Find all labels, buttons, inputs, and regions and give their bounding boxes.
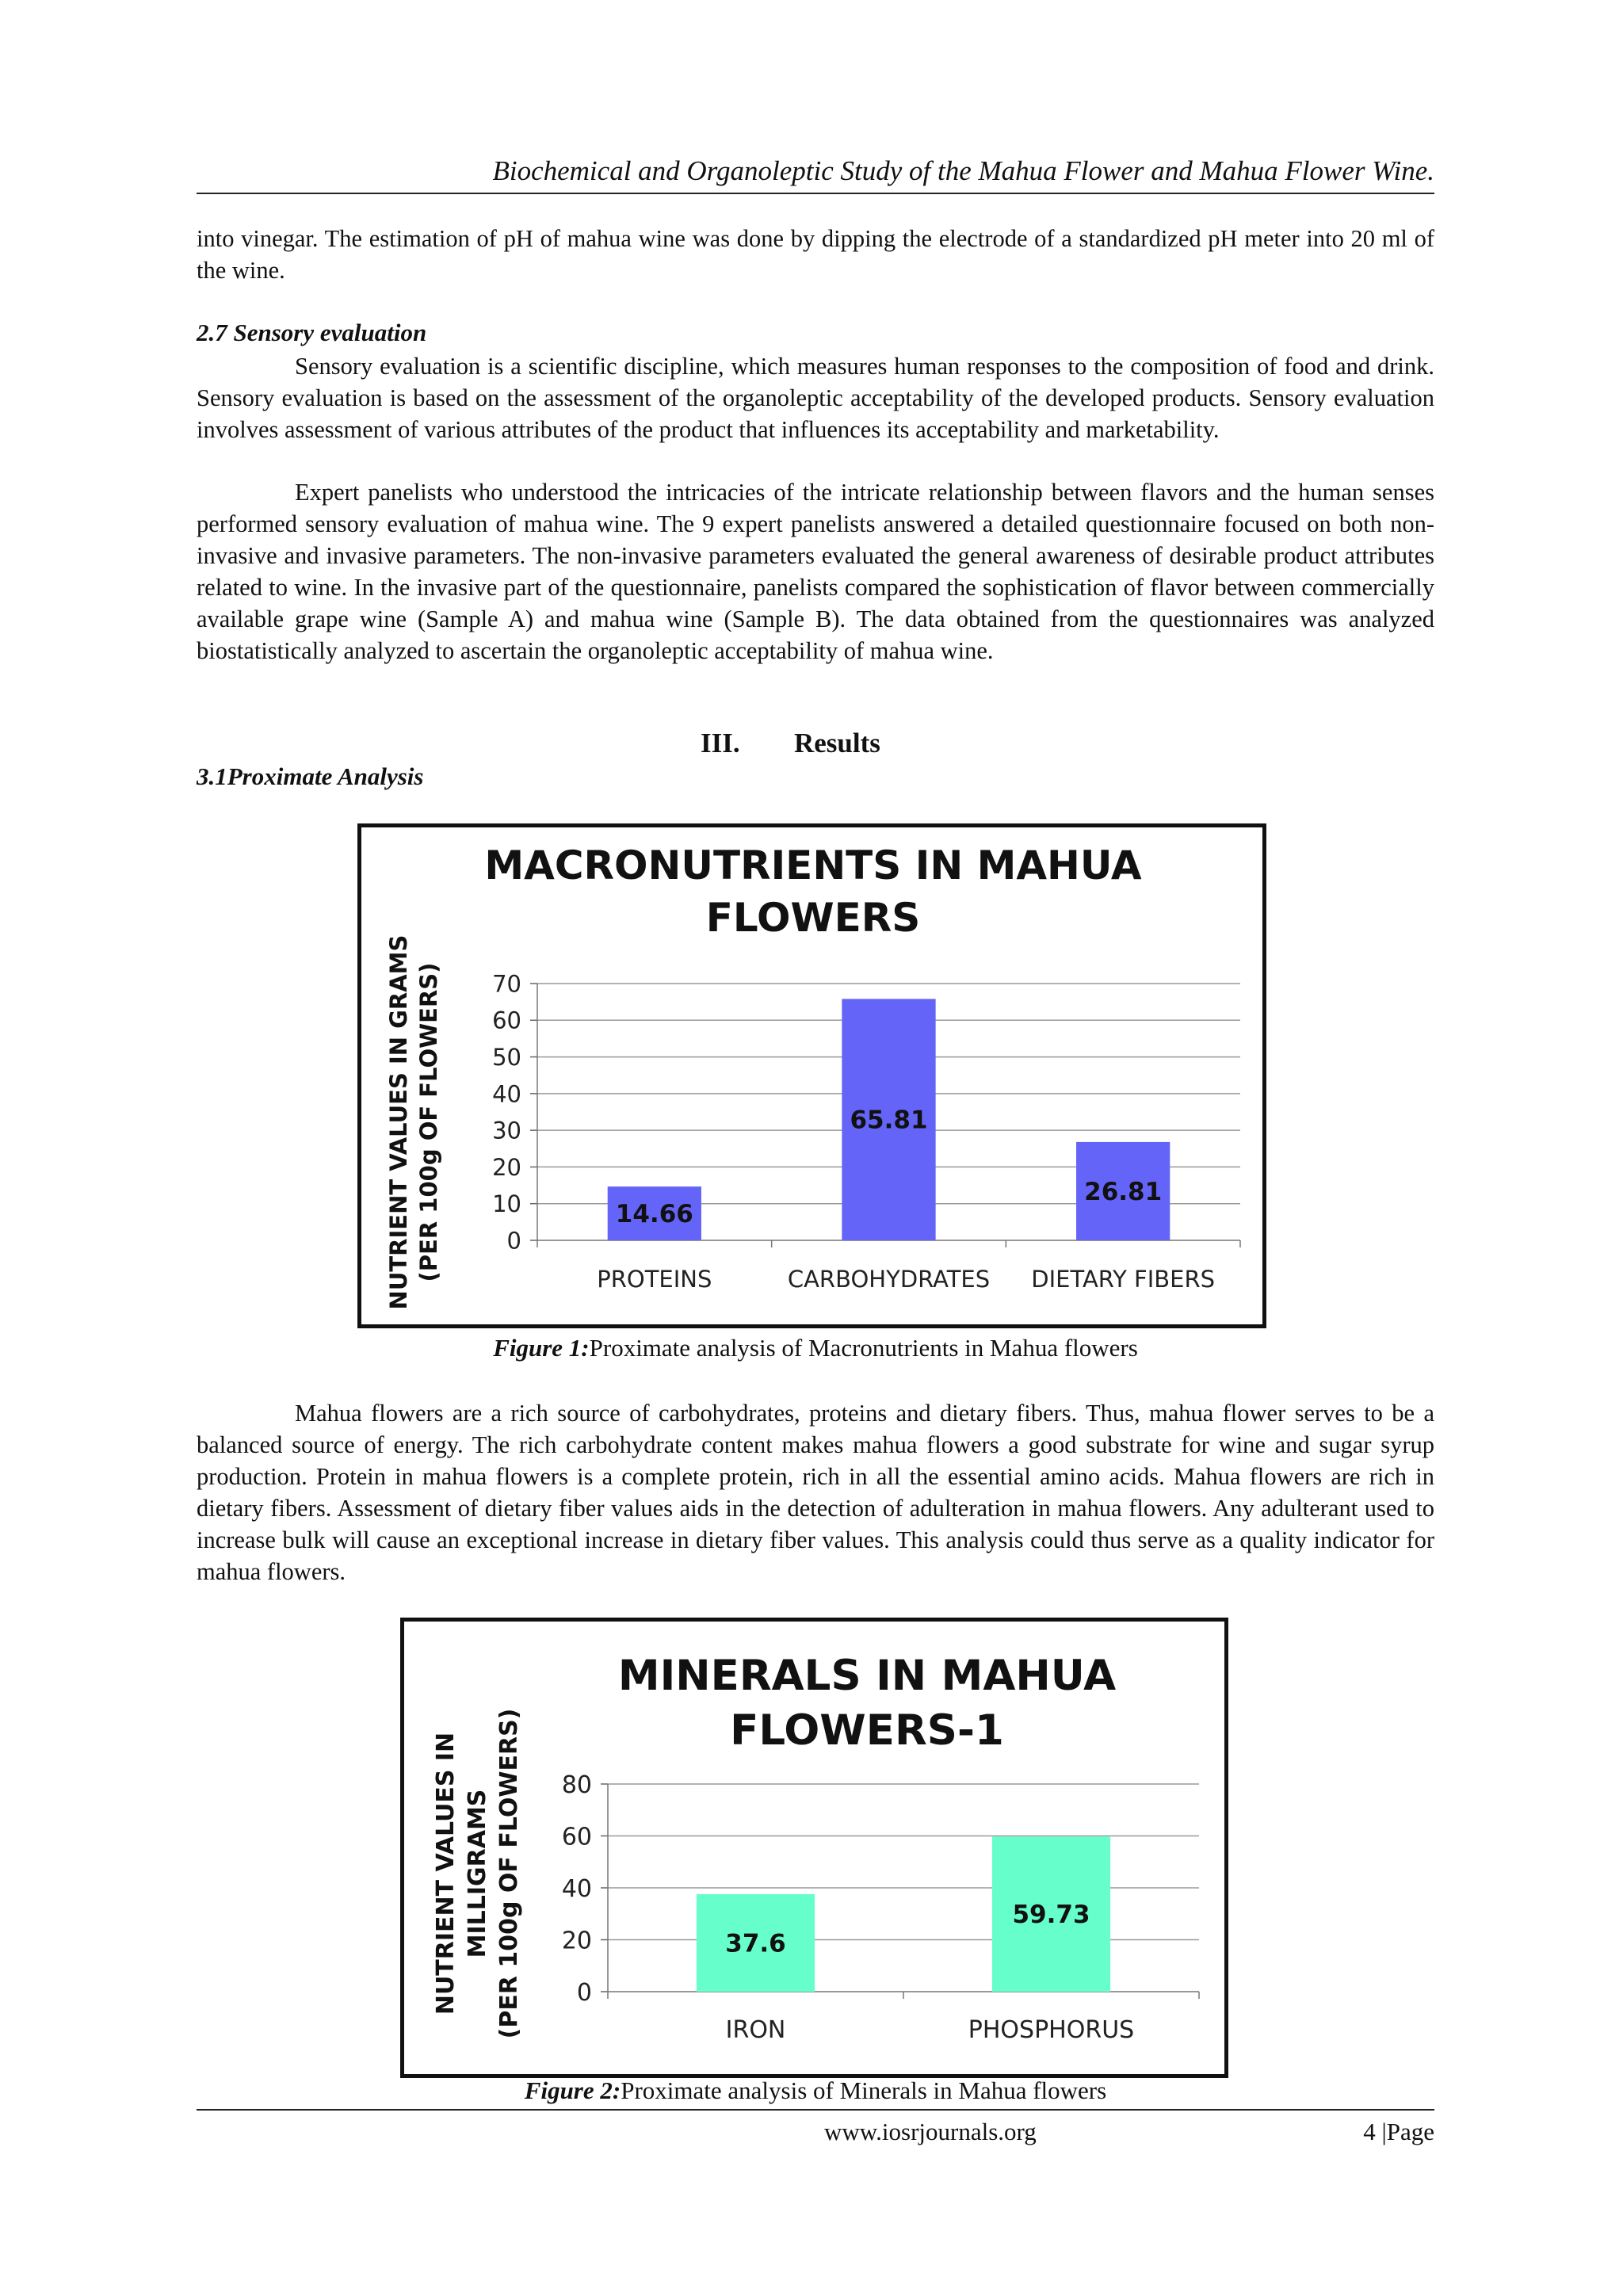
- sensory-paragraph-1: Sensory evaluation is a scientific discipline, which measures human responses to the composition of food and drink. Sensory evaluation is based on the assessment of the organoleptic acceptability of the developed products. Sensory evaluation involves assessment of various attributes of the product that influences its acceptability and marketability.: [197, 353, 1434, 443]
- data-label: 14.66: [615, 1199, 693, 1228]
- y-axis-label-line: MILLIGRAMS: [464, 1789, 491, 1958]
- running-header: Biochemical and Organoleptic Study of the Mahua Flower and Mahua Flower Wine.: [492, 155, 1434, 186]
- y-axis-label-line: NUTRIENT VALUES IN GRAMS: [385, 934, 412, 1310]
- macronutrients-discussion: Mahua flowers are a rich source of carbohydrates, proteins and dietary fibers. Thus, mahua flower serves to be a balanced source of energy. The rich carbohydrate content makes mahua flowers a good substrate for wine and sugar syrup production. Protein in mahua flowers is a complete protein, rich in all the essential amino acids. Mahua flowers are rich in dietary fibers. Assessment of dietary fiber values aids in the detection of adulteration in mahua flowers. Any adulterant used to increase bulk will cause an exceptional increase in dietary fiber values. This analysis could thus serve as a quality indicator for mahua flowers.: [197, 1400, 1434, 1585]
- y-tick-label: 0: [576, 1978, 592, 2007]
- sensory-paragraph-2: Expert panelists who understood the intricacies of the intricate relationship between flavors and the human senses performed sensory evaluation of mahua wine. The 9 expert panelists answered a detailed questionnaire focused on both non-invasive and invasive parameters. The non-invasive parameters evaluated the general awareness of desirable product attributes related to wine. In the invasive part of the questionnaire, panelists compared the sophistication of flavor between commercially available grape wine (Sample A) and mahua wine (Sample B). The data obtained from the questionnaires was analyzed biostatistically analyzed to ascertain the organoleptic acceptability of mahua wine.: [197, 479, 1434, 664]
- chart-title-line: FLOWERS-1: [730, 1706, 1004, 1755]
- figure-2-caption: [197, 2076, 1434, 2105]
- minerals-chart-svg: [404, 1622, 1232, 2082]
- intro-paragraph: into vinegar. The estimation of pH of mahua wine was done by dipping the electrode of a standardized pH meter into 20 ml of the wine.: [197, 225, 1434, 284]
- chart-title-line: FLOWERS: [705, 895, 921, 941]
- figure-1-text: Proximate analysis of Macronutrients in Mahua flowers: [589, 1334, 1138, 1362]
- macronutrients-chart: [357, 823, 1266, 1328]
- y-tick-label: 10: [492, 1190, 521, 1218]
- data-label: 65.81: [850, 1106, 928, 1135]
- y-tick-label: 0: [506, 1227, 521, 1255]
- y-tick-label: 80: [561, 1771, 592, 1799]
- y-tick-label: 40: [561, 1874, 592, 1903]
- figure-1-caption: [197, 1334, 1434, 1362]
- y-tick-label: 40: [492, 1080, 521, 1108]
- y-axis-label-line: NUTRIENT VALUES IN: [432, 1732, 460, 2015]
- macronutrients-chart-svg: [361, 827, 1270, 1332]
- x-category-label: CARBOHYDRATES: [787, 1266, 991, 1293]
- minerals-chart: [400, 1618, 1228, 2078]
- figure-2-text: Proximate analysis of Minerals in Mahua flowers: [621, 2076, 1107, 2104]
- y-tick-label: 20: [492, 1153, 521, 1181]
- sensory-evaluation-heading: 2.7 Sensory evaluation: [197, 319, 427, 346]
- chart-title-line: MACRONUTRIENTS IN MAHUA: [484, 842, 1142, 888]
- y-tick-label: 70: [492, 970, 521, 998]
- x-category-label: PHOSPHORUS: [968, 2016, 1135, 2044]
- y-tick-label: 60: [561, 1823, 592, 1851]
- y-tick-label: 50: [492, 1044, 521, 1072]
- x-category-label: PROTEINS: [597, 1266, 712, 1293]
- section-title: Results: [794, 728, 880, 758]
- header-rule: [197, 193, 1434, 194]
- chart-title-line: MINERALS IN MAHUA: [617, 1652, 1117, 1700]
- x-category-label: DIETARY FIBERS: [1031, 1266, 1216, 1293]
- x-category-label: IRON: [725, 2016, 786, 2044]
- section-heading: [701, 728, 880, 759]
- data-label: 26.81: [1084, 1177, 1163, 1206]
- figure-1-label: Figure 1:: [493, 1334, 590, 1362]
- figure-2-label: Figure 2:: [524, 2076, 621, 2104]
- data-label: 59.73: [1012, 1901, 1090, 1930]
- proximate-analysis-heading: 3.1Proximate Analysis: [197, 762, 424, 790]
- y-axis-label-line: (PER 100g OF FLOWERS): [495, 1708, 523, 2039]
- footer-page-number: 4 |Page: [1363, 2118, 1434, 2145]
- footer-rule: [197, 2109, 1434, 2111]
- footer-url: www.iosrjournals.org: [824, 2118, 1037, 2145]
- y-tick-label: 60: [492, 1007, 521, 1034]
- y-tick-label: 20: [561, 1927, 592, 1955]
- y-tick-label: 30: [492, 1117, 521, 1144]
- y-axis-label-line: (PER 100g OF FLOWERS): [415, 962, 442, 1282]
- section-number: III.: [701, 728, 740, 758]
- data-label: 37.6: [725, 1929, 786, 1958]
